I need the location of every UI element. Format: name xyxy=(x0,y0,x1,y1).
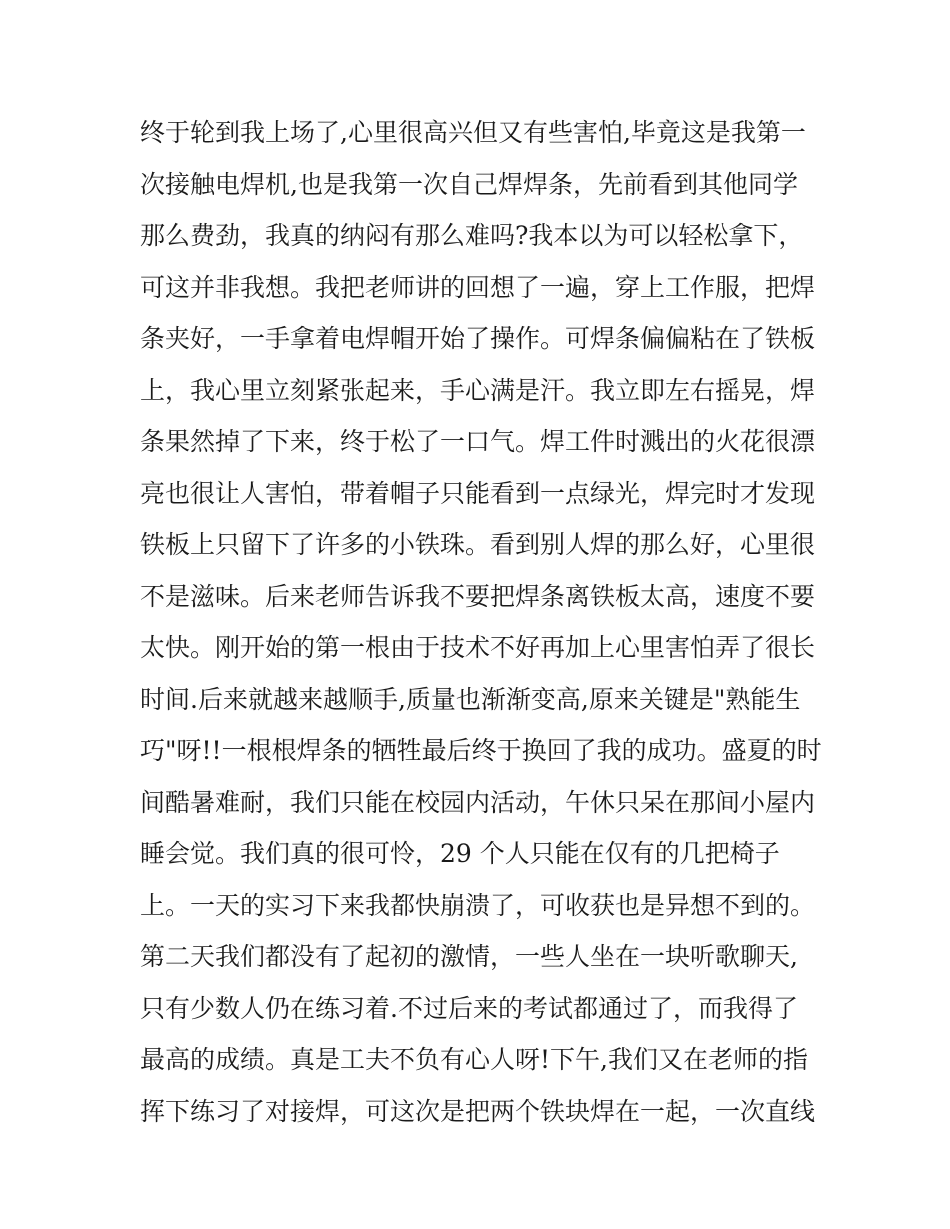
text-line: 上，我心里立刻紧张起来，手心满是汗。我立即左右摇晃，焊 xyxy=(140,375,816,405)
text-line: 次接触电焊机,也是我第一次自己焊焊条，先前看到其他同学 xyxy=(140,169,798,199)
text-line: 亮也很让人害怕，带着帽子只能看到一点绿光，焊完时才发现 xyxy=(140,478,816,508)
text-line: 间酷暑难耐，我们只能在校园内活动，午休只呆在那间小屋内 xyxy=(140,787,816,817)
body-paragraph xyxy=(140,107,820,1137)
text-line: 太快。刚开始的第一根由于技术不好再加上心里害怕弄了很长 xyxy=(140,633,816,662)
text-line: 挥下练习了对接焊，可这次是把两个铁块焊在一起，一次直线 xyxy=(140,1096,816,1126)
text-line: 第二天我们都没有了起初的激情，一些人坐在一块听歌聊天, xyxy=(140,942,798,971)
text-line: 最高的成绩。真是工夫不负有心人呀!下午,我们又在老师的指 xyxy=(140,1045,808,1074)
text-line: 铁板上只留下了许多的小铁珠。看到别人焊的那么好，心里很 xyxy=(140,530,816,559)
text-line: 那么费劲，我真的纳闷有那么难吗?我本以为可以轻松拿下， xyxy=(140,221,804,250)
text-line: 时间.后来就越来越顺手,质量也渐渐变高,原来关键是"熟能生 xyxy=(140,684,801,714)
text-line: 睡会觉。我们真的很可怜，29 个人只能在仅有的几把椅子 xyxy=(140,839,780,868)
text-line: 终于轮到我上场了,心里很高兴但又有些害怕,毕竟这是我第一 xyxy=(140,118,806,147)
text-line: 只有少数人仍在练习着.不过后来的考试都通过了，而我得了 xyxy=(140,993,798,1023)
text-line: 上。一天的实习下来我都快崩溃了，可收获也是异想不到的。 xyxy=(140,890,816,920)
text-line: 巧"呀!!一根根焊条的牺牲最后终于换回了我的成功。盛夏的时 xyxy=(140,736,822,765)
text-line: 可这并非我想。我把老师讲的回想了一遍，穿上工作服，把焊 xyxy=(140,272,816,302)
text-line: 不是滋味。后来老师告诉我不要把焊条离铁板太高，速度不要 xyxy=(140,581,816,611)
text-line: 条夹好，一手拿着电焊帽开始了操作。可焊条偏偏粘在了铁板 xyxy=(140,324,816,353)
text-line: 条果然掉了下来，终于松了一口气。焊工件时溅出的火花很漂 xyxy=(140,427,816,456)
